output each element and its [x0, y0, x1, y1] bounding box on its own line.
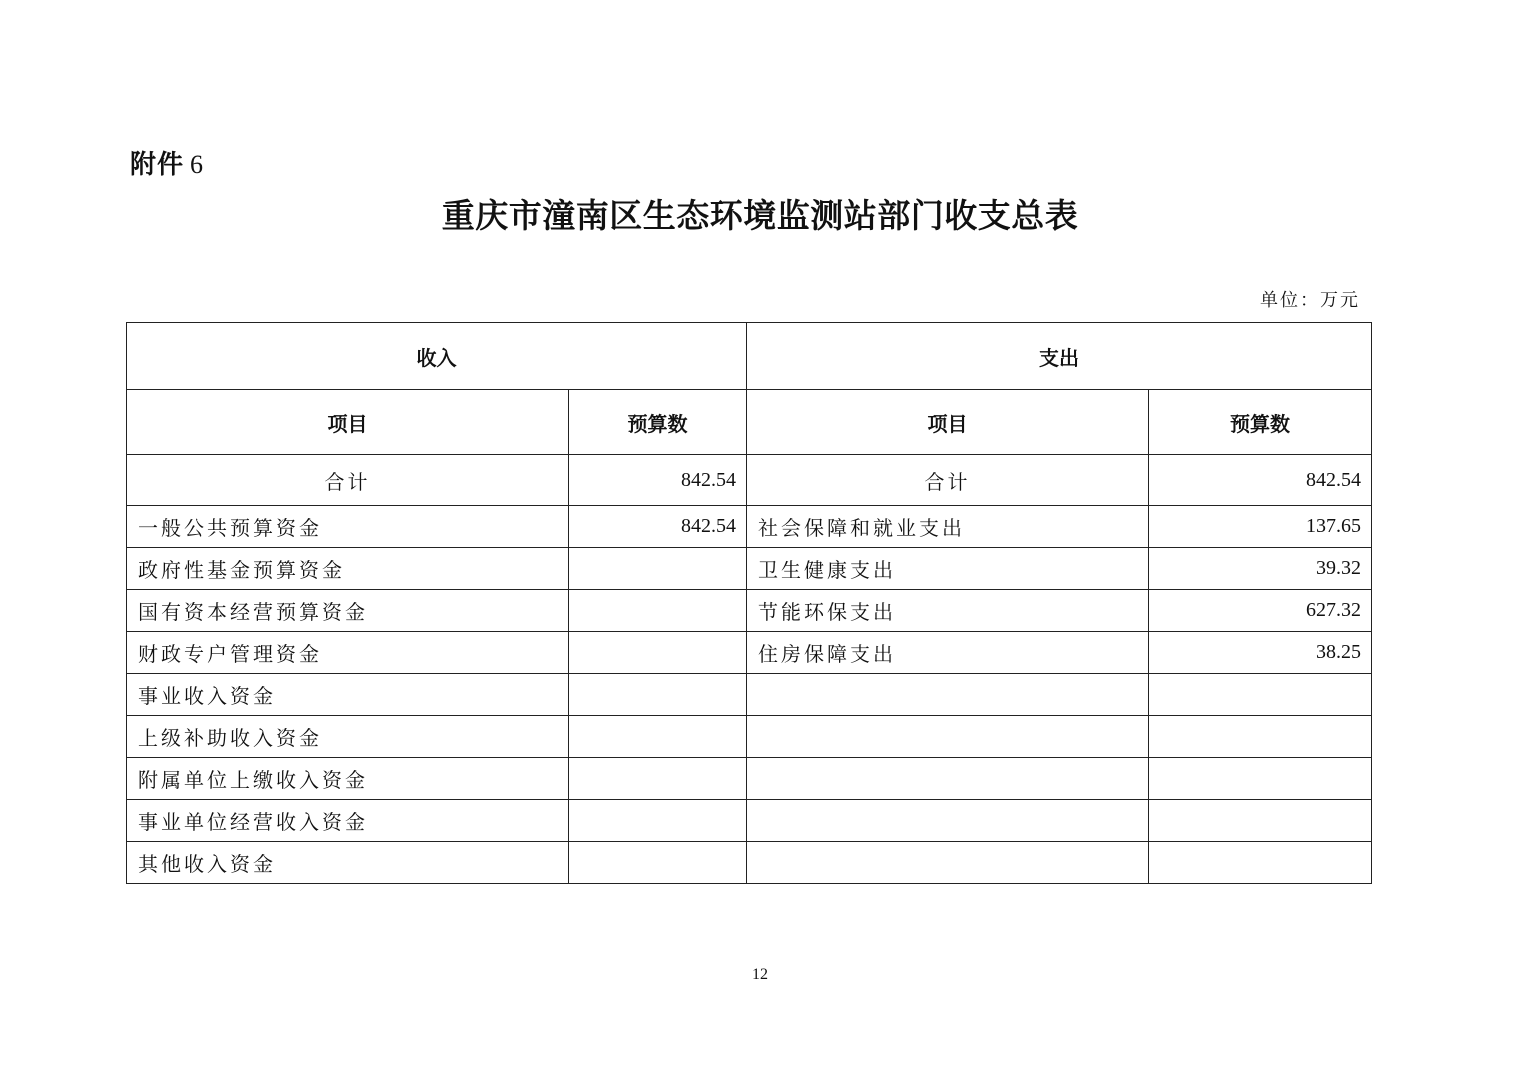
income-item-cell: 政府性基金预算资金 [127, 548, 569, 590]
expense-value-cell [1149, 674, 1372, 716]
table-row [127, 506, 1372, 548]
income-item-cell: 财政专户管理资金 [127, 632, 569, 674]
expense-item-cell [747, 716, 1149, 758]
income-value-cell: 842.54 [569, 506, 747, 548]
expense-header: 支出 [747, 323, 1372, 390]
table-row [127, 842, 1372, 884]
expense-total-label: 合计 [747, 455, 1149, 506]
income-value-cell [569, 800, 747, 842]
total-row [127, 455, 1372, 506]
income-total-label: 合计 [127, 455, 569, 506]
expense-value-cell [1149, 842, 1372, 884]
income-value-cell [569, 716, 747, 758]
table-row [127, 758, 1372, 800]
income-budget-column-header: 预算数 [569, 390, 747, 455]
budget-table [126, 322, 1372, 884]
income-total-value: 842.54 [569, 455, 747, 506]
expense-item-cell: 社会保障和就业支出 [747, 506, 1149, 548]
expense-item-cell [747, 758, 1149, 800]
income-item-cell: 上级补助收入资金 [127, 716, 569, 758]
unit-label: 单位：万元 [1260, 290, 1360, 311]
expense-value-cell: 137.65 [1149, 506, 1372, 548]
income-value-cell [569, 632, 747, 674]
expense-value-cell [1149, 758, 1372, 800]
expense-item-column-header: 项目 [747, 390, 1149, 455]
expense-total-value: 842.54 [1149, 455, 1372, 506]
income-item-cell: 国有资本经营预算资金 [127, 590, 569, 632]
income-item-cell: 其他收入资金 [127, 842, 569, 884]
attachment-text: 附件 [130, 150, 185, 180]
income-item-cell: 事业收入资金 [127, 674, 569, 716]
column-header-row [127, 390, 1372, 455]
income-value-cell [569, 674, 747, 716]
table-row [127, 716, 1372, 758]
table-row [127, 674, 1372, 716]
attachment-number: 6 [190, 150, 205, 179]
expense-item-cell [747, 842, 1149, 884]
expense-budget-column-header: 预算数 [1149, 390, 1372, 455]
expense-item-cell: 卫生健康支出 [747, 548, 1149, 590]
attachment-label [130, 144, 204, 181]
income-value-cell [569, 590, 747, 632]
income-item-cell: 一般公共预算资金 [127, 506, 569, 548]
document-title: 重庆市潼南区生态环境监测站部门收支总表 [441, 196, 1079, 235]
expense-value-cell [1149, 800, 1372, 842]
income-item-cell: 事业单位经营收入资金 [127, 800, 569, 842]
expense-item-cell: 住房保障支出 [747, 632, 1149, 674]
income-item-cell: 附属单位上缴收入资金 [127, 758, 569, 800]
income-header: 收入 [127, 323, 747, 390]
table-row [127, 548, 1372, 590]
expense-item-cell [747, 800, 1149, 842]
table-row [127, 800, 1372, 842]
income-value-cell [569, 842, 747, 884]
page-number: 12 [752, 966, 768, 983]
expense-value-cell: 627.32 [1149, 590, 1372, 632]
table-row [127, 632, 1372, 674]
expense-value-cell: 38.25 [1149, 632, 1372, 674]
income-item-column-header: 项目 [127, 390, 569, 455]
income-value-cell [569, 758, 747, 800]
expense-value-cell [1149, 716, 1372, 758]
expense-value-cell: 39.32 [1149, 548, 1372, 590]
income-value-cell [569, 548, 747, 590]
table-row [127, 590, 1372, 632]
expense-item-cell [747, 674, 1149, 716]
expense-item-cell: 节能环保支出 [747, 590, 1149, 632]
group-header-row [127, 323, 1372, 390]
